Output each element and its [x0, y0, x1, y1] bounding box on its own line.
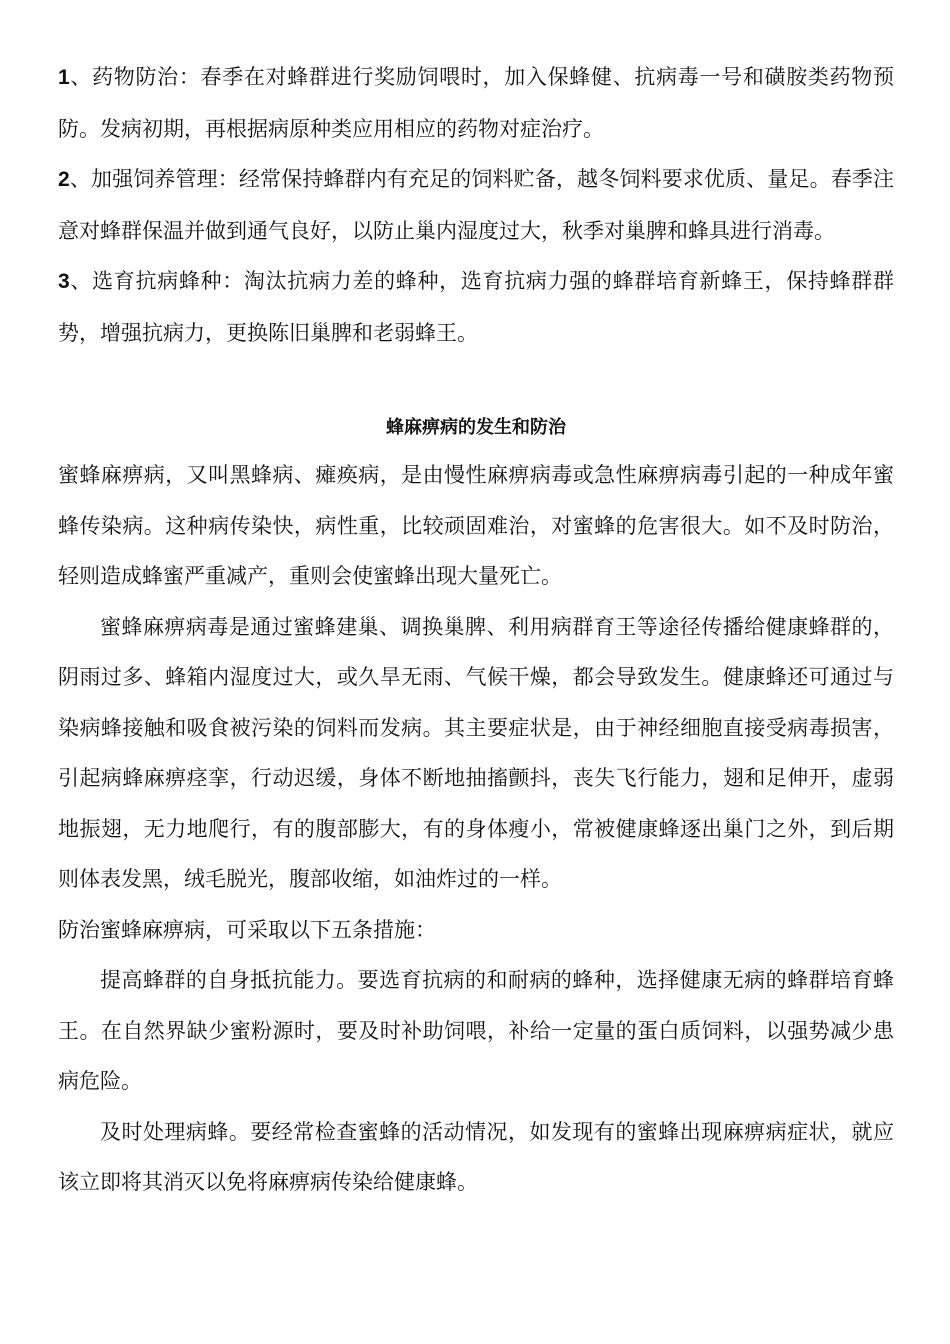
document-page — [58, 52, 894, 1208]
list-number: 2 — [58, 168, 70, 191]
list-number: 3 — [58, 270, 70, 293]
section-title: 蜂麻痹病的发生和防治 — [386, 417, 566, 438]
paragraph-measure-removal: 及时处理病蜂。要经常检查蜜蜂的活动情况，如发现有的蜜蜂出现麻痹病症状，就应该立即将其消灭以免将麻痹病传染给健康蜂。 — [58, 1119, 894, 1194]
list-item-2 — [58, 154, 894, 256]
list-item-3 — [58, 256, 894, 358]
list-text: 、加强饲养管理：经常保持蜂群内有充足的饲料贮备，越冬饲料要求优质、量足。春季注意对蜂群保温并做到通气良好，以防止巢内湿度过大，秋季对巢脾和蜂具进行消毒。 — [58, 167, 894, 243]
paragraph-measure-resistance: 提高蜂群的自身抵抗能力。要选育抗病的和耐病的蜂种，选择健康无病的蜂群培育蜂王。在自然界缺少蜜粉源时，要及时补助饲喂，补给一定量的蛋白质饲料，以强势减少患病危险。 — [58, 968, 894, 1093]
list-text: 、选育抗病蜂种：淘汰抗病力差的蜂种，选育抗病力强的蜂群培育新蜂王，保持蜂群群势，增强抗病力，更换陈旧巢脾和老弱蜂王。 — [58, 269, 894, 345]
list-text: 、药物防治：春季在对蜂群进行奖励饲喂时，加入保蜂健、抗病毒一号和磺胺类药物预防。发病初期，再根据病原种类应用相应的药物对症治疗。 — [58, 65, 894, 141]
section-spacer — [58, 358, 894, 406]
list-number: 1 — [58, 66, 70, 89]
list-item-1 — [58, 52, 894, 154]
paragraph-transmission: 蜜蜂麻痹病毒是通过蜜蜂建巢、调换巢脾、利用病群育王等途径传播给健康蜂群的，阴雨过多、蜂箱内湿度过大，或久旱无雨、气候干燥，都会导致发生。健康蜂还可通过与染病蜂接触和吸食被污染的饲料而发病。其主要症状是，由于神经细胞直接受病毒损害，引起病蜂麻痹痉挛，行动迟缓，身体不断地抽搐颤抖，丧失飞行能力，翅和足伸开，虚弱地振翅，无力地爬行，有的腹部膨大，有的身体瘦小，常被健康蜂逐出巢门之外，到后期则体表发黑，绒毛脱光，腹部收缩，如油炸过的一样。 — [58, 614, 894, 891]
paragraph-intro: 蜜蜂麻痹病，又叫黑蜂病、瘫痪病，是由慢性麻痹病毒或急性麻痹病毒引起的一种成年蜜蜂传染病。这种病传染快，病性重，比较顽固难治，对蜜蜂的危害很大。如不及时防治，轻则造成蜂蜜严重减产，重则会使蜜蜂出现大量死亡。 — [58, 463, 894, 588]
paragraph-measures-lead: 防治蜜蜂麻痹病，可采取以下五条措施： — [58, 917, 436, 942]
